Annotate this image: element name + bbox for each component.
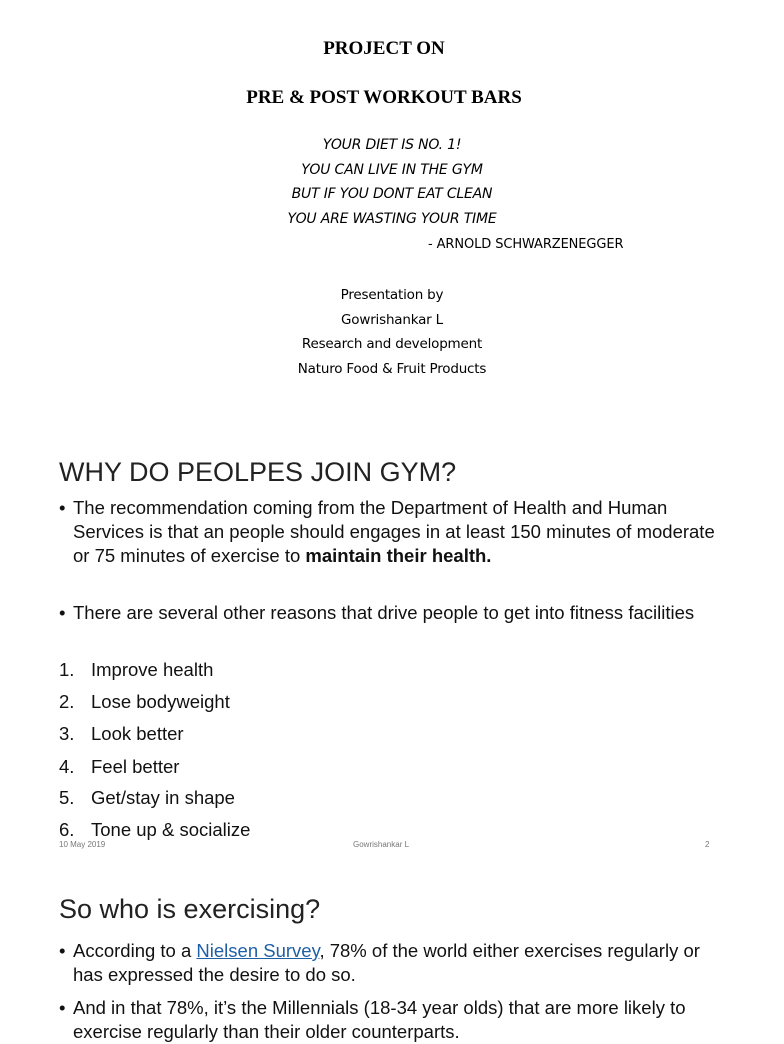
list-item: 4. Feel better [59,756,180,777]
title-slide [0,0,768,452]
exercising-slide [0,852,768,1042]
presenter-company: Naturo Food & Fruit Products [297,361,487,377]
bullet-item: • According to a Nielsen Survey, 78% of the world either exercises regularly or has expressed the desire to do so. [59,940,700,985]
bullet-text: And in that 78%, it’s the Millennials (18-34 year olds) that are more likely to exercise regularly than their older counterparts. [73,997,686,1042]
slide-title: PROJECT ON [323,38,445,59]
gym-reasons-slide [0,452,768,852]
quote-line: YOUR DIET IS NO. 1! [322,137,462,153]
list-item: 6. Tone up & socialize [59,819,251,840]
bullet-item [59,496,733,568]
bullet-dot-icon: • [59,940,66,961]
presenter-line: Presentation by [340,287,444,303]
bullet-text: There are several other reasons that drive people to get into fitness facilities [73,602,695,623]
bullet-item [59,601,733,625]
list-item: 1. Improve health [59,659,214,680]
bullet-emphasis: maintain their health. [305,545,492,566]
slide-heading: So who is exercising? [59,894,321,924]
bullet-text: The recommendation coming from the Department of Health and Human Services is that an people should engages in at least 150 minutes of moderate or 75 minutes of exercise to [73,497,715,566]
slide-subtitle: PRE & POST WORKOUT BARS [246,87,522,108]
footer-date: 10 May 2019 [59,840,106,849]
slide-heading: WHY DO PEOLPES JOIN GYM? [59,457,457,487]
footer-author: Gowrishankar L [353,840,410,849]
list-item: 3. Look better [59,723,184,744]
presenter-dept: Research and development [301,336,483,352]
quote-line: YOU CAN LIVE IN THE GYM [301,162,483,178]
footer-page-number: 2 [705,840,710,849]
bullet-dot-icon: • [59,602,66,623]
bullet-item [59,996,733,1044]
bullet-dot-icon: • [59,497,66,518]
list-item: 2. Lose bodyweight [59,691,230,712]
list-item: 5. Get/stay in shape [59,787,235,808]
nielsen-survey-link[interactable]: Nielsen Survey [196,940,320,961]
presenter-name: Gowrishankar L [341,312,443,328]
quote-line: BUT IF YOU DONT EAT CLEAN [291,186,493,202]
quote-attribution: - ARNOLD SCHWARZENEGGER [428,237,624,252]
quote-line: YOU ARE WASTING YOUR TIME [287,211,497,227]
bullet-dot-icon: • [59,997,66,1018]
